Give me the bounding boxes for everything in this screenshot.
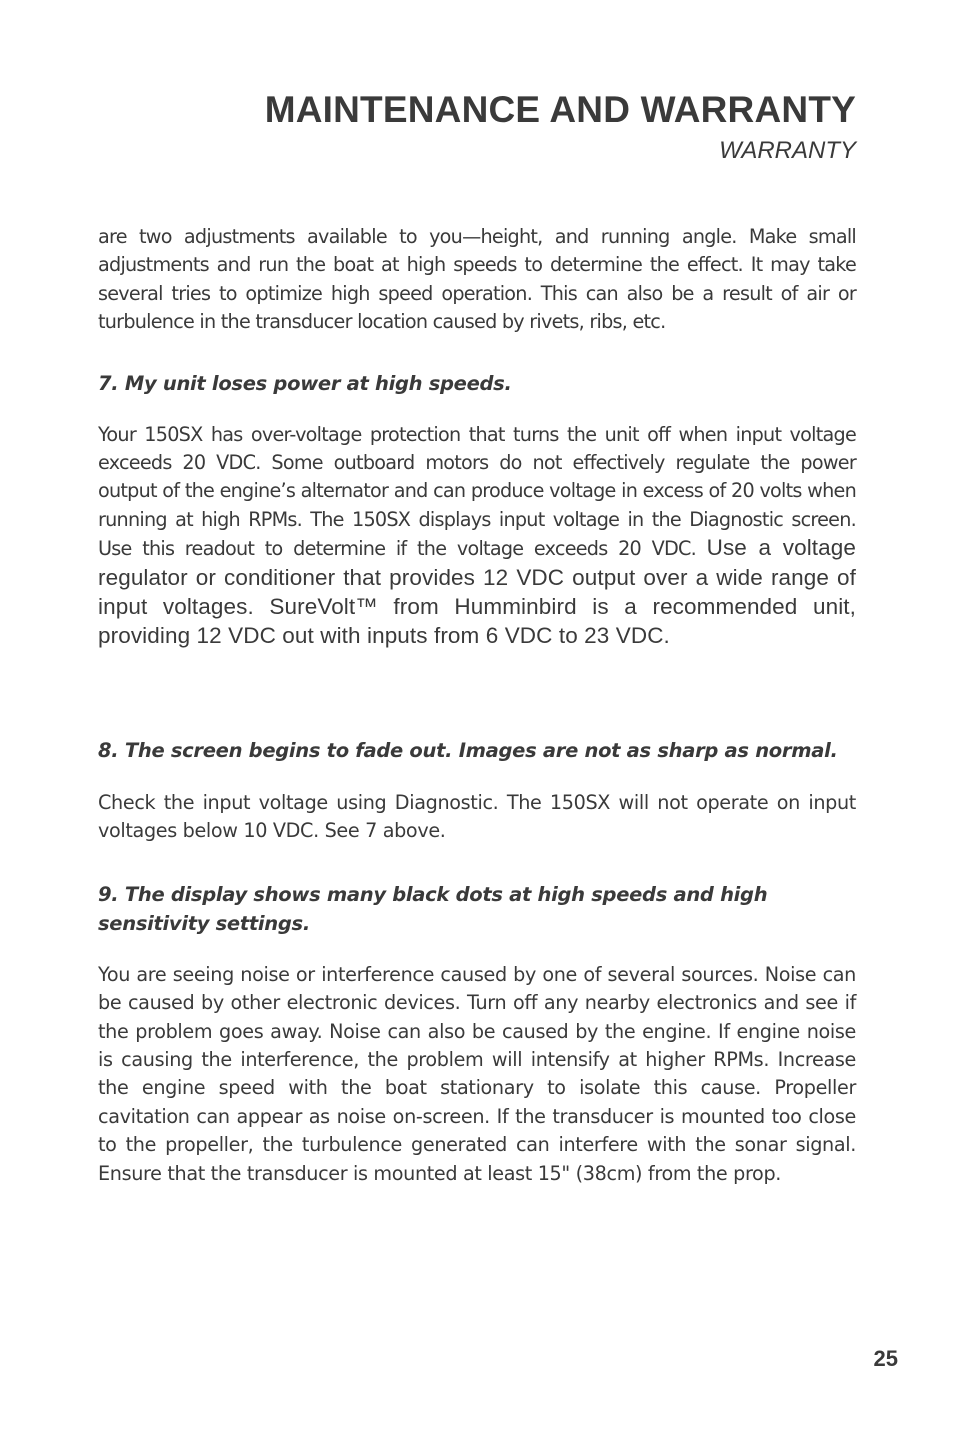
question-7-answer-continued: Use a voltage regulator or conditioner that provides 12 VDC output over a wide range of input voltages. SureVolt™ from Humminbird is a recommended unit, providing 12 VDC out with inputs from 6 VDC to 23 VDC. [98,535,856,649]
page-header [265,88,856,166]
section-title: WARRANTY [719,137,856,164]
question-8-heading: 8. The screen begins to fade out. Images are not as sharp as normal. [98,738,838,762]
question-7-answer-text: Your 150SX has over-voltage protection that turns the unit off when input voltage exceeds 20 VDC. Some outboard motors do not effectively regulate the power output of the engine’s alternator and can produce voltage in excess of 20 volts when running at high RPMs. The 150SX displays input voltage in the Diagnostic screen. Use this readout to determine if the voltage exceeds 20 VDC. [98,422,856,561]
chapter-title: MAINTENANCE AND WARRANTY [264,89,856,130]
question-7-heading: 7. My unit loses power at high speeds. [98,371,512,395]
question-7-answer [98,421,856,652]
question-9-answer: You are seeing noise or interference caused by one of several sources. Noise can be caused by other electronic devices. Turn off any nearby electronics and see if the problem goes away. Noise can also be caused by the engine. If engine noise is causing the interference, the problem will intensify at higher RPMs. Increase the engine speed with the boat stationary to isolate this cause. Propeller cavitation can appear as noise on-screen. If the transducer is mounted too close to the propeller, the turbulence generated can interfere with the sonar signal. Ensure that the transducer is mounted at least 15" (38cm) from the prop. [98,962,856,1185]
page-content [98,223,856,1188]
question-9-heading: 9. The display shows many black dots at high speeds and high sensitivity settings. [98,882,768,935]
page-number: 25 [873,1346,898,1371]
question-8-answer: Check the input voltage using Diagnostic. The 150SX will not operate on input voltages below 10 VDC. See 7 above. [98,790,856,843]
intro-paragraph: are two adjustments available to you—height, and running angle. Make small adjustments and run the boat at high speeds to determine the effect. It may take several tries to optimize high speed operation. This can also be a result of air or turbulence in the transducer location caused by rivets, ribs, etc. [98,225,856,334]
